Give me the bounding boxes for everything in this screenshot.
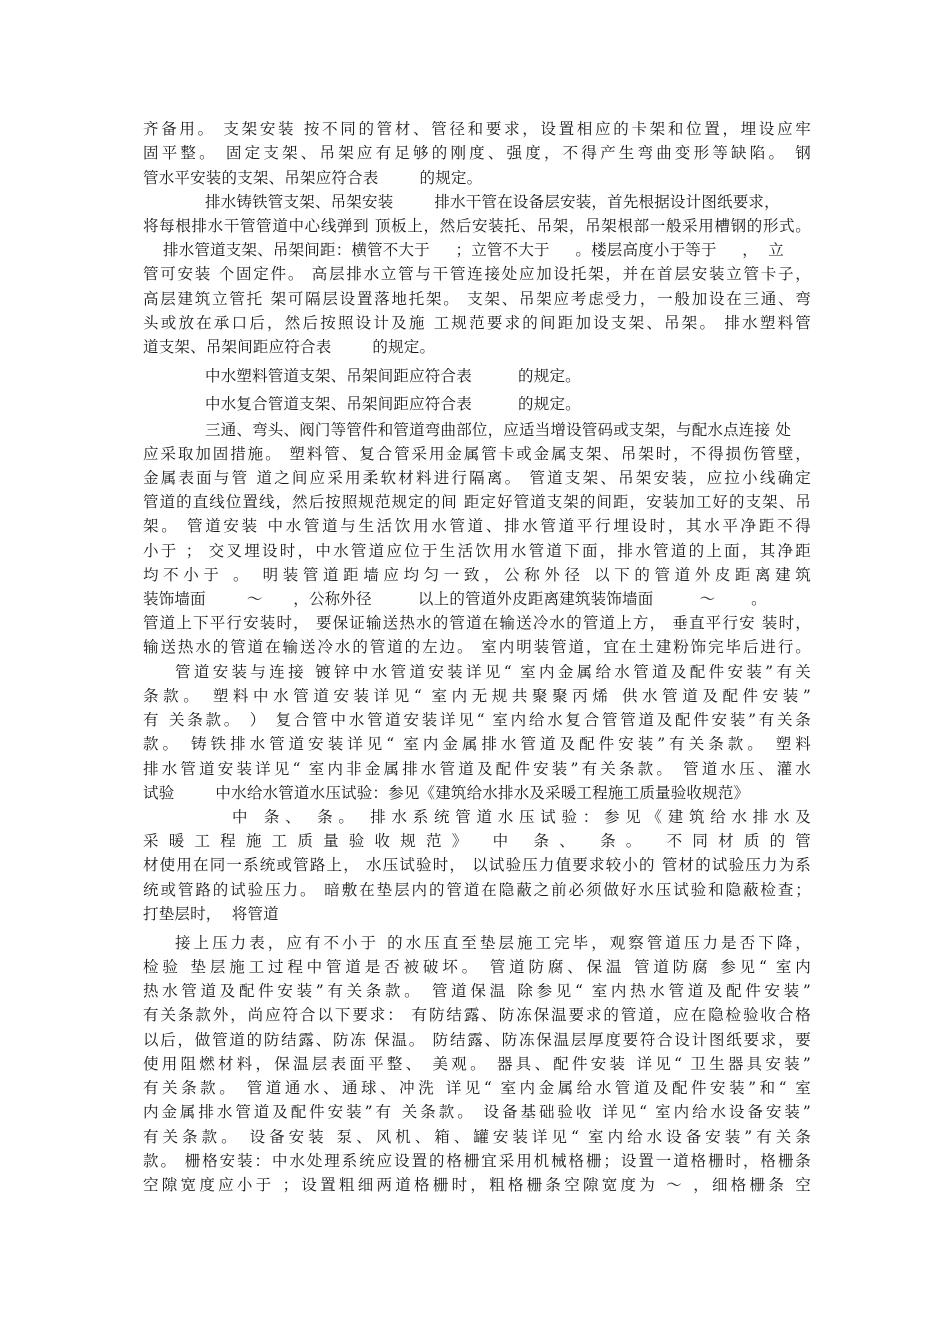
text-line: 中 条、 条。 排水系统管道水压试验：参见《建筑给水排水及 — [232, 808, 811, 826]
text-line: 中水塑料管道支架、吊架间距应符合表 的规定。 — [205, 367, 581, 385]
text-line: 检验 垫层施工过程中管道是否被破坏。 管道防腐、保温 管道防腐 参见“ 室内 — [143, 958, 811, 976]
text-line: 条款。 塑料中水管道安装详见“ 室内无规共聚聚丙烯 供水管道及配件安装” — [143, 687, 811, 705]
text-line: 内金属排水管道及配件安装”有 关条款。 设备基础验收 详见“ 室内给水设备安装” — [143, 1103, 811, 1121]
text-line: 齐备用。 支架安装 按不同的管材、管径和要求，设置相应的卡架和位置，埋设应牢 — [143, 120, 811, 138]
text-line: 管可安装 个固定件。 高层排水立管与干管连接处应加设托架，并在首层安装立管卡子， — [143, 265, 811, 283]
text-line: 排水铸铁管支架、吊架安装 排水干管在设备层安装，首先根据设计图纸要求， — [205, 193, 780, 211]
text-line: 输送热水的管道在输送冷水的管道的左边。 室内明装管道，宜在土建粉饰完毕后进行。 — [143, 638, 811, 656]
text-line: 管道安装与连接 镀锌中水管道安装详见“ 室内金属给水管道及配件安装”有关 — [175, 663, 811, 681]
text-line: 高层建筑立管托 架可隔层设置落地托架。 支架、吊架应考虑受力，一般加设在三通、弯 — [143, 290, 811, 308]
text-line: 架。 管道安装 中水管道与生活饮用水管道、排水管道平行埋设时，其水平净距不得 — [143, 517, 811, 535]
text-line: 均不小于 。 明装管道距墙应均匀一致，公称外径 以下的管道外皮距离建筑 — [143, 566, 811, 584]
text-line: 道支架、吊架间距应符合表 的规定。 — [143, 338, 436, 356]
text-line: 小于 ； 交叉埋设时，中水管道应位于生活饮用水管道下面，排水管道的上面，其净距 — [143, 542, 811, 560]
text-line: 空隙宽度应小于 ；设置粗细两道格栅时，粗格栅条空隙宽度为 ～ ，细格栅条 空 — [143, 1176, 811, 1194]
text-line: 热水管道及配件安装”有关条款。 管道保温 除参见“ 室内热水管道及配件安装” — [143, 982, 811, 1000]
text-line: 有关条款外，尚应符合以下要求： 有防结露、防冻保温要求的管道，应在隐检验收合格 — [143, 1006, 811, 1024]
text-line: 采暖工程施工质量验收规范》 中 条、 条。 不同材质的管 — [143, 832, 811, 850]
text-line: 有关条款。 设备安装 泵、风机、箱、罐安装详见“ 室内给水设备安装”有关条 — [143, 1128, 811, 1146]
text-line: 有关条款。 管道通水、通球、冲洗 详见“ 室内金属给水管道及配件安装”和“ 室 — [143, 1079, 811, 1097]
text-line: 有 关条款。 ） 复合管中水管道安装详见“ 室内给水复合管管道及配件安装”有关条 — [143, 711, 811, 729]
text-line: 三通、弯头、阀门等管件和管道弯曲部位，应适当增设管码或支架，与配水点连接 处 — [205, 421, 792, 439]
text-line: 打垫层时， 将管道 — [143, 905, 279, 923]
text-line: 头或放在承口后，然后按照设计及施 工规范要求的间距加设支架、吊架。 排水塑料管 — [143, 314, 811, 332]
text-line: 以后，做管道的防结露、防冻 保温。 防结露、防冻保温层厚度要符合设计图纸要求，要 — [143, 1031, 811, 1049]
text-line: 中水复合管道支架、吊架间距应符合表 的规定。 — [205, 395, 581, 413]
text-line: 排水管道支架、吊架间距：横管不大于 ；立管不大于 。楼层高度小于等于 ， 立 — [163, 241, 784, 259]
text-line: 管道上下平行安装时， 要保证输送热水的管道在输送冷水的管道上方， 垂直平行安 装时， — [143, 614, 811, 632]
text-line: 排水管道安装详见“ 室内非金属排水管道及配件安装”有关条款。 管道水压、灌水 — [143, 760, 811, 778]
text-line: 金属表面与管 道之间应采用柔软材料进行隔离。 管道支架、吊架安装，应拉小线确定 — [143, 469, 811, 487]
text-line: 接上压力表，应有不小于 的水压直至垫层施工完毕，观察管道压力是否下降， — [175, 934, 811, 952]
text-line: 管道的直线位置线，然后按照规范规定的间 距定好管道支架的间距，安装加工好的支架、吊 — [143, 493, 811, 511]
text-line: 管水平安装的支架、吊架应符合表 的规定。 — [143, 169, 483, 187]
text-line: 统或管路的试验压力。 暗敷在垫层内的管道在隐蔽之前必须做好水压试验和隐蔽检查； — [143, 881, 811, 899]
text-line: 款。 铸铁排水管道安装详见“ 室内金属排水管道及配件安装”有关条款。 塑料 — [143, 735, 811, 753]
text-line: 使用阻燃材料，保温层表面平整、 美观。 器具、配件安装 详见“ 卫生器具安装” — [143, 1055, 811, 1073]
text-line: 款。 栅格安装：中水处理系统应设置的格栅宜采用机械格栅；设置一道格栅时，格栅条 — [143, 1152, 811, 1170]
text-line: 固平整。 固定支架、吊架应有足够的刚度、强度，不得产生弯曲变形等缺陷。 钢 — [143, 144, 811, 162]
text-line: 应采取加固措施。 塑料管、复合管采用金属管卡或金属支架、吊架时，不得损伤管壁， — [143, 445, 811, 463]
text-line: 将每根排水干管管道中心线弹到 顶板上，然后安装托、吊架，吊架根部一般采用槽钢的形式。 — [143, 217, 811, 235]
text-line: 试验 中水给水管道水压试验：参见《建筑给水排水及采暖工程施工质量验收规范》 — [143, 784, 750, 802]
text-line: 装饰墙面 ～ ，公称外径 以上的管道外皮距离建筑装饰墙面 ～ 。 — [143, 590, 767, 608]
text-line: 材使用在同一系统或管路上， 水压试验时， 以试验压力值要求较小的 管材的试验压力为系 — [143, 856, 811, 874]
